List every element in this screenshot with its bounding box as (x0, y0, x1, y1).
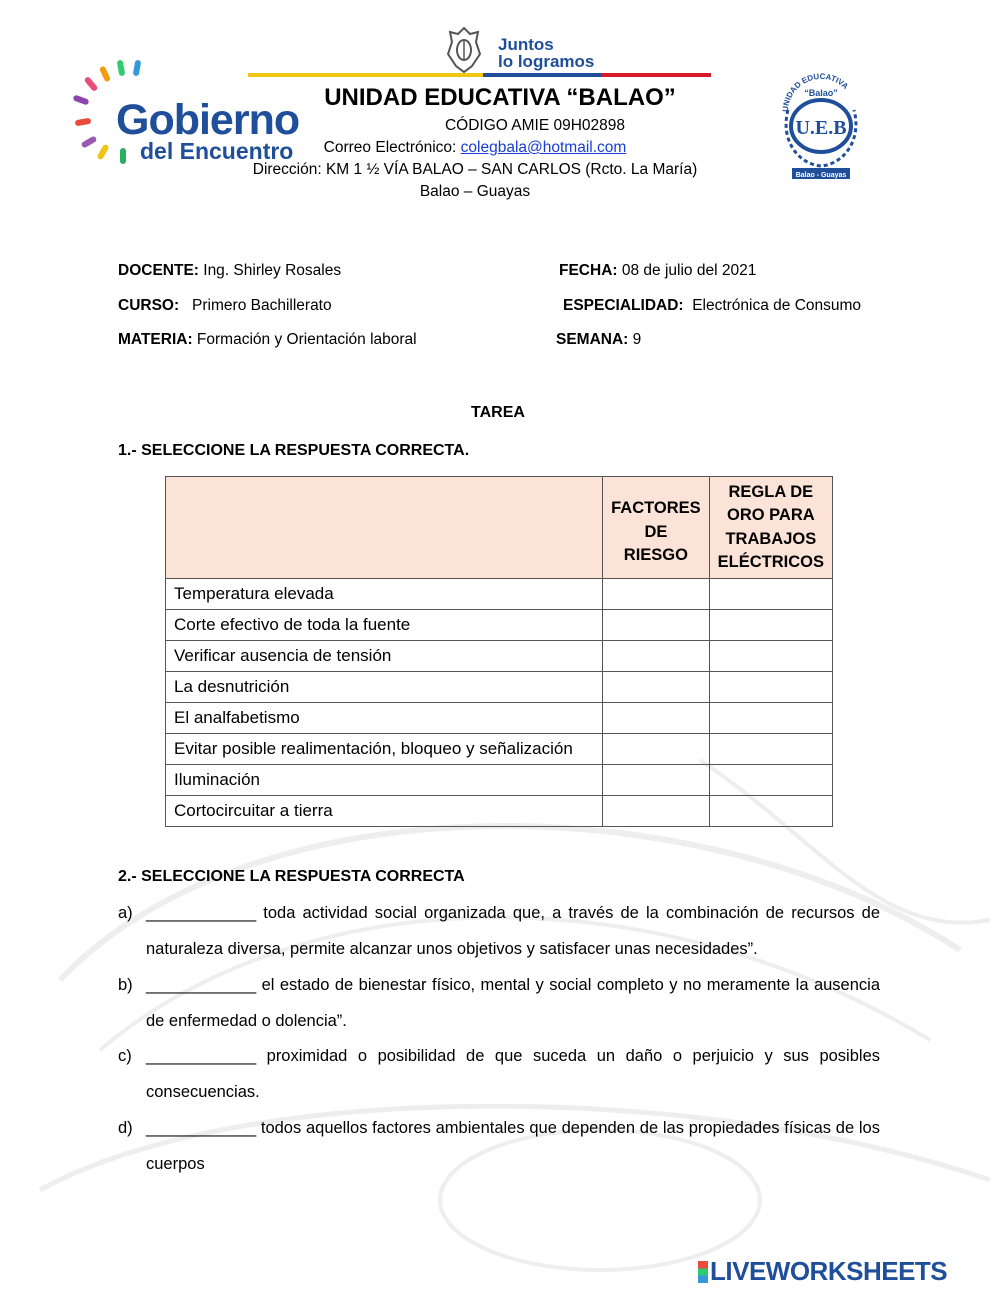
question-text[interactable]: ____________ toda actividad social organizada que, a través de la combinación de recursos de naturaleza diversa, permite alcanzar unos objetivos y satisfacer unas necesidades”. (146, 904, 880, 958)
answer-cell-factores[interactable] (603, 610, 710, 641)
docente-line (118, 262, 341, 280)
row-label: La desnutrición (166, 672, 603, 703)
gov-slogan-line1: Juntos (498, 35, 554, 54)
materia-line (118, 331, 417, 349)
question-text[interactable]: ____________ el estado de bienestar físico, mental y social completo y no meramente la ausencia de enfermedad o dolencia”. (146, 976, 880, 1030)
answer-cell-regla[interactable] (709, 672, 832, 703)
answer-cell-factores[interactable] (603, 796, 710, 827)
fecha-line (559, 262, 756, 280)
email-label: Correo Electrónico: (323, 139, 461, 156)
answer-cell-factores[interactable] (603, 765, 710, 796)
flag-bar-yellow (248, 73, 483, 77)
row-label: Iluminación (166, 765, 603, 796)
school-seal-logo (778, 60, 864, 182)
answer-cell-factores[interactable] (603, 641, 710, 672)
question-label: a) (118, 904, 133, 922)
address: Dirección: KM 1 ½ VÍA BALAO – SAN CARLOS (Rcto. La María) (252, 161, 698, 178)
especialidad-label: ESPECIALIDAD: (563, 297, 684, 314)
gov-logo-sub: del Encuentro (140, 138, 294, 164)
table-row (166, 796, 833, 827)
question-label: c) (118, 1047, 132, 1065)
semana-value: 9 (628, 331, 642, 348)
answer-cell-regla[interactable] (709, 796, 832, 827)
materia-label: MATERIA: (118, 331, 193, 348)
answer-cell-regla[interactable] (709, 641, 832, 672)
section1-title: 1.- SELECCIONE LA RESPUESTA CORRECTA. (118, 442, 470, 459)
table-row (166, 765, 833, 796)
answer-cell-regla[interactable] (709, 610, 832, 641)
answer-cell-factores[interactable] (603, 672, 710, 703)
row-label: Corte efectivo de toda la fuente (166, 610, 603, 641)
answer-cell-factores[interactable] (603, 734, 710, 765)
school-name: UNIDAD EDUCATIVA “BALAO” (324, 84, 676, 111)
question-text[interactable]: ____________ proximidad o posibilidad de que suceda un daño o perjuicio y sus posibles consecuencias. (146, 1047, 880, 1101)
flag-bar-blue (483, 73, 601, 77)
table-row (166, 579, 833, 610)
school-seal-arc-text: UNIDAD EDUCATIVA (780, 71, 851, 113)
coat-of-arms-icon (444, 26, 484, 74)
answer-cell-factores[interactable] (603, 579, 710, 610)
row-label: El analfabetismo (166, 703, 603, 734)
answer-cell-regla[interactable] (709, 703, 832, 734)
classification-table (165, 476, 833, 827)
section2-title: 2.- SELECCIONE LA RESPUESTA CORRECTA (118, 868, 465, 885)
liveworksheets-icon (698, 1261, 708, 1283)
curso-value: Primero Bachillerato (179, 297, 332, 314)
table-row (166, 734, 833, 765)
fecha-value: 08 de julio del 2021 (617, 262, 757, 279)
row-label: Evitar posible realimentación, bloqueo y señalización (166, 734, 603, 765)
semana-line (556, 331, 641, 349)
amie-code: CÓDIGO AMIE 09H02898 (444, 117, 626, 134)
gov-slogan-line2: lo logramos (498, 52, 595, 71)
task-title: TAREA (471, 404, 525, 421)
question-label: b) (118, 976, 133, 994)
especialidad-line (563, 297, 861, 315)
table-row (166, 641, 833, 672)
liveworksheets-brand: LIVEWORKSHEETS (710, 1256, 948, 1286)
row-label: Cortocircuitar a tierra (166, 796, 603, 827)
especialidad-value: Electrónica de Consumo (683, 297, 862, 314)
table-header-blank (166, 477, 603, 579)
fecha-label: FECHA: (559, 262, 618, 279)
answer-cell-regla[interactable] (709, 734, 832, 765)
location: Balao – Guayas (419, 183, 531, 200)
table-row (166, 703, 833, 734)
materia-value: Formación y Orientación laboral (192, 331, 417, 348)
flag-bar-red (601, 73, 711, 77)
table-row (166, 672, 833, 703)
answer-cell-regla[interactable] (709, 579, 832, 610)
row-label: Verificar ausencia de tensión (166, 641, 603, 672)
docente-value: Ing. Shirley Rosales (198, 262, 342, 279)
docente-label: DOCENTE: (118, 262, 199, 279)
answer-cell-factores[interactable] (603, 703, 710, 734)
email-link[interactable]: colegbala@hotmail.com (460, 139, 627, 156)
school-seal-ribbon: Balao - Guayas (795, 172, 847, 179)
row-label: Temperatura elevada (166, 579, 603, 610)
question-label: d) (118, 1119, 133, 1137)
table-header-row (166, 477, 833, 579)
table-header-factores: FACTORES DE RIESGO (603, 477, 710, 579)
curso-label: CURSO: (118, 297, 180, 314)
curso-line (118, 297, 332, 315)
gov-slogan (498, 36, 594, 70)
question-text[interactable]: ____________ todos aquellos factores ambientales que dependen de las propiedades físicas de los cuerpos (146, 1119, 880, 1173)
email-line (225, 138, 725, 158)
school-seal-initials: U.E.B (795, 117, 847, 139)
table-header-regla: REGLA DE ORO PARA TRABAJOS ELÉCTRICOS (709, 477, 832, 579)
school-seal-name: “Balao” (804, 88, 838, 98)
table-row (166, 610, 833, 641)
semana-label: SEMANA: (556, 331, 629, 348)
gov-logo-word: Gobierno (116, 96, 300, 144)
liveworksheets-logo[interactable] (698, 1256, 947, 1287)
answer-cell-regla[interactable] (709, 765, 832, 796)
